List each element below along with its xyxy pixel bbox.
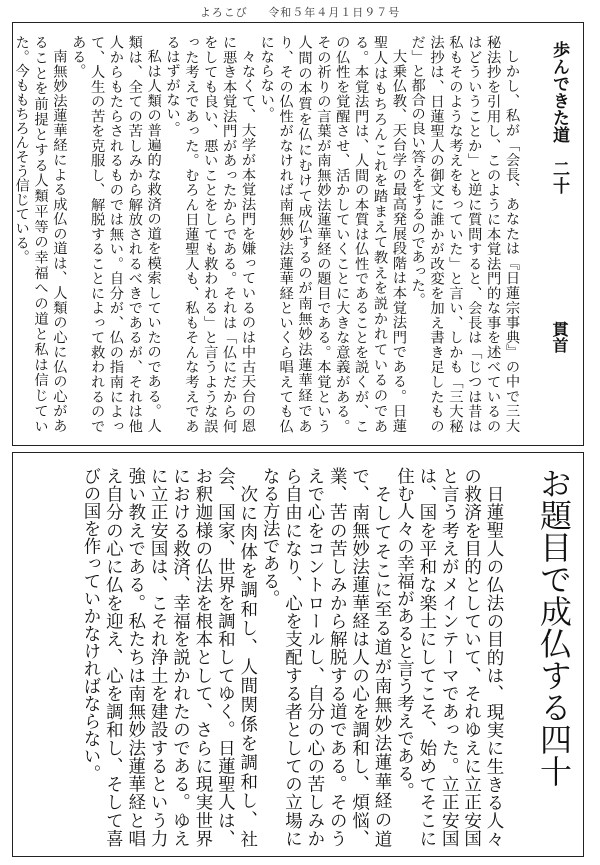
article-2-paragraph: 日蓮聖人の仏法の目的は、現実に生きる人々の救済を目的としていて、それゆえに立正安国と言う考えがメインテーマであった。立正安国は、国を平和な楽土にしてこそ、始めてそこに住む人々の幸福があると言う考えである。 [394,467,504,847]
article-2-paragraph: 次に肉体を調和し、人間関係を調和し、社会、国家、世界を調和してゆく。日蓮聖人は、お釈迦様の仏法を根本として、さらに現実世界における救済、幸福を説かれたのである。ゆえに立正安国は、こそれ浄土を建設するという力強い教えである。私たちは南無妙法蓮華経と唱え自分の心に仏を迎え、心を調和し、そして喜びの国を作っていかなければならない。 [80,467,258,847]
article-2-title: お題目で成仏する四十 [535,467,573,787]
publication-name: よろこび [199,6,248,19]
article-1-paragraph: 南無妙法蓮華経による成仏の道は、人類の心に仏の心があることを前提とする人類平等の幸福への道と私は信じていた。今ももちろんそう信じている。 [13,35,68,433]
article-1-paragraph: 々なくて、大学が本覚法門を嫌っているのは中古天台の恩に悪き本覚法門があったからである。それは「仏にだから何をしても良い、悪いことをしても救われる」と言うような誤った考えであった。むろん日蓮聖人も、私もそんな考えであるはずがない。 [164,35,256,433]
page-header [0,4,600,20]
article-2-paragraph: そしてそこに至る道が南無妙法蓮華経の道で、南無妙法蓮華経は人の心を調和し、煩悩、業、苦の苦しみから解脱する道である。そのうえで心をコントロールし、自分の心の苦しみから自由になり、心を支配する者としての立場になる方法である。 [260,467,393,847]
article-1-body [13,35,521,433]
article-2-box [12,452,584,857]
article-2-body [25,467,505,847]
article-1-box [12,22,584,446]
article-1-author: 貫首 [550,321,569,353]
article-1-paragraph: しかし、私が「会長、あなたは『日蓮宗事典』の中で三大秘法抄を引用し、このように本覚法門的な事を述べているのはどういうことか」と逆に質問すると、会長は「じつは昔は私もそのような考えをもっていた」と言い、しかも「三大秘法抄は、日蓮聖人の御文に誰かが改変を加え書き足したものだ」と都合の良い答えをするのであった。 [409,35,520,433]
article-1-title: 歩んできた道 二十 [549,41,569,194]
issue-date: 令和５年４月１日９７号 [268,6,401,19]
article-1-paragraph: 私は人類の普遍的な救済の道を模索していたのである。人類は、全ての苦しみから解放されるべきであるが、それは他人からもたらされるものでは無い。自分が、仏の指南によって、人生の苦を克服し、解脱することによって救われるのである。 [70,35,162,433]
article-1-paragraph: 大乗仏教、天台学の最高発展段階は本覚法門である。日蓮聖人はもちろんこれを踏まえて教えを説かれているのである。本覚法門は、人間の本質は仏性であることを説くが、この仏性を覚醒させ、活かしていくことに大きな意義がある。その祈りの言葉が南無妙法蓮華経の題目である。本覚という人間の本質を仏にむけて成仏するのが南無妙法蓮華経であり、その仏性がなければ南無妙法蓮華経といくら唱えても仏にならない。 [258,35,407,433]
